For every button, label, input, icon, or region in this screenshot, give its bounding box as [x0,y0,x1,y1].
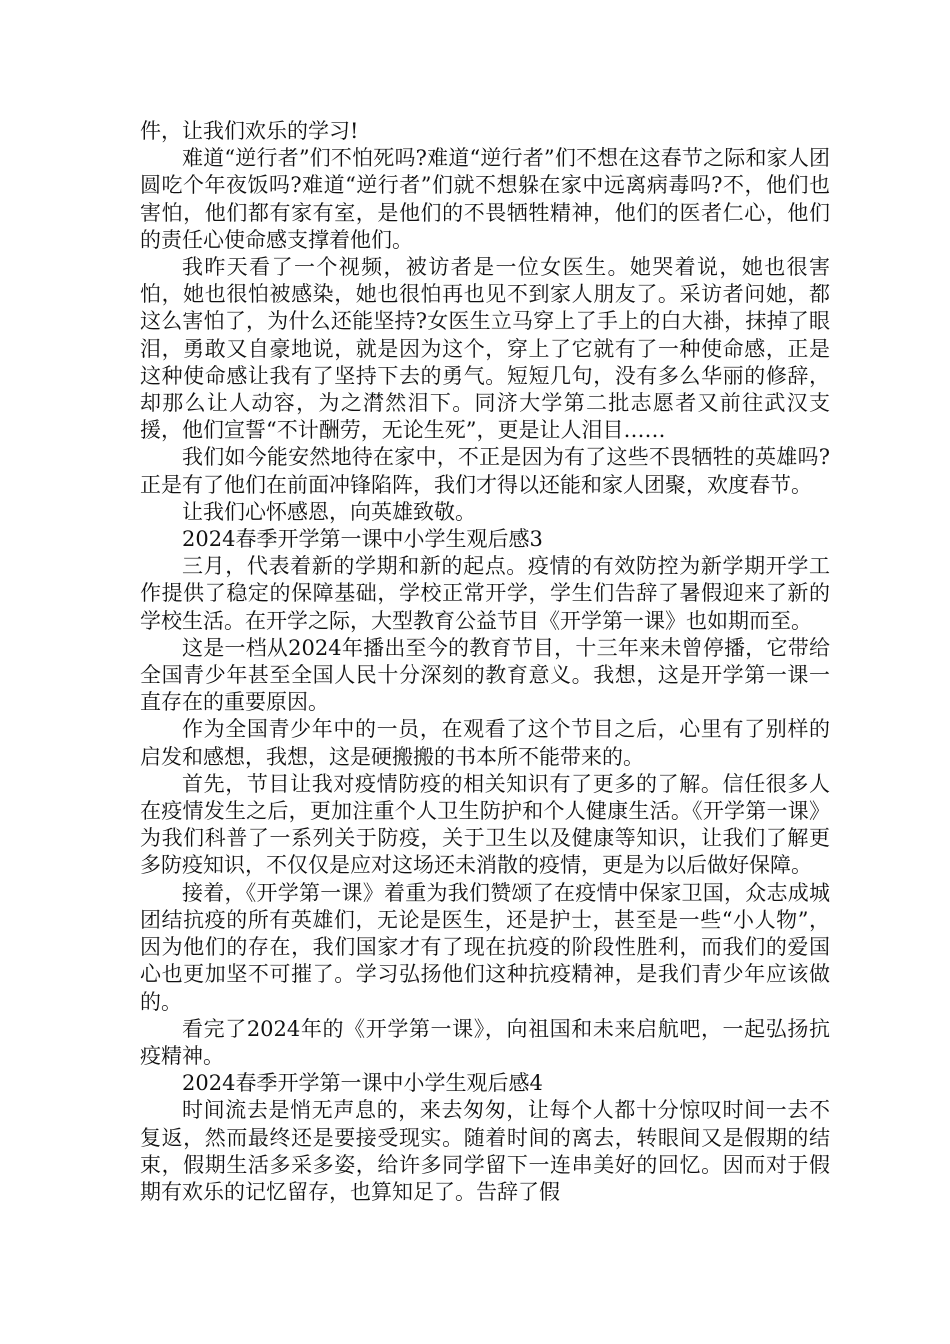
paragraph-first: 首先，节目让我对疫情防疫的相关知识有了更多的了解。信任很多人在疫情发生之后，更加注重个人卫生防护和个人健康生活。《开学第一课》为我们科普了一系列关于防疫，关于卫生以及健康等知识，让我们了解更多防疫知识，不仅仅是应对这场还未消散的疫情，更是为以后做好保障。 [140,771,830,878]
paragraph-march: 三月，代表着新的学期和新的起点。疫情的有效防控为新学期开学工作提供了稳定的保障基础，学校正常开学，学生们告辞了暑假迎来了新的学校生活。在开学之际，大型教育公益节目《开学第一课》也如期而至。 [140,554,830,633]
paragraph-retrograders: 难道“逆行者”们不怕死吗?难道“逆行者”们不想在这春节之际和家人团圆吃个年夜饭吗?难道“逆行者”们就不想躲在家中远离病毒吗?不，他们也害怕，他们都有家有室，是他们的不畏牺牲精神，他们的医者仁心，他们的责任心使命感支撑着他们。 [140,146,830,252]
paragraph-next: 接着，《开学第一课》着重为我们赞颂了在疫情中保家卫国，众志成城团结抗疫的所有英雄们，无论是医生，还是护士，甚至是一些“小人物”，因为他们的存在，我们国家才有了现在抗疫的阶段性胜利，而我们的爱国心也更加坚不可摧了。学习弘扬他们这种抗疫精神，是我们青少年应该做的。 [140,880,830,1014]
section-heading-4: 2024春季开学第一课中小学生观后感4 [182,1071,543,1096]
paragraph-continuation: 件，让我们欢乐的学习! [140,119,359,143]
paragraph-program: 这是一档从2024年播出至今的教育节目，十三年来未曾停播，它带给全国青少年甚至全国人民十分深刻的教育意义。我想，这是开学第一课一直存在的重要原因。 [140,635,830,715]
paragraph-heroes: 我们如今能安然地待在家中，不正是因为有了这些不畏牺牲的英雄吗?正是有了他们在前面冲锋陷阵，我们才得以还能和家人团聚，欢度春节。 [140,445,830,497]
section-heading-3: 2024春季开学第一课中小学生观后感3 [182,527,543,552]
document-page [140,118,830,1206]
paragraph-conclusion: 看完了2024年的《开学第一课》，向祖国和未来启航吧，一起弘扬抗疫精神。 [140,1016,830,1068]
paragraph-inspiration: 作为全国青少年中的一员，在观看了这个节目之后，心里有了别样的启发和感想，我想，这是硬搬搬的书本所不能带来的。 [140,717,830,769]
paragraph-doctor-video: 我昨天看了一个视频，被访者是一位女医生。她哭着说，她也很害怕，她也很怕被感染，她也很怕再也见不到家人朋友了。采访者问她，都这么害怕了，为什么还能坚持?女医生立马穿上了手上的白大褂，抹掉了眼泪，勇敢又自豪地说，就是因为这个，穿上了它就有了一种使命感，正是这种使命感让我有了坚持下去的勇气。短短几句，没有多么华丽的修辞，却那么让人动容，为之潸然泪下。同济大学第二批志愿者又前往武汉支援，他们宣誓“不计酬劳，无论生死”，更是让人泪目…… [140,255,830,443]
paragraph-gratitude: 让我们心怀感恩，向英雄致敬。 [182,499,476,524]
paragraph-time: 时间流去是悄无声息的，来去匆匆，让每个人都十分惊叹时间一去不复返，然而最终还是要接受现实。随着时间的离去，转眼间又是假期的结束，假期生活多采多姿，给许多同学留下一连串美好的回忆。因而对于假期有欢乐的记忆留存，也算知足了。告辞了假 [140,1098,830,1204]
